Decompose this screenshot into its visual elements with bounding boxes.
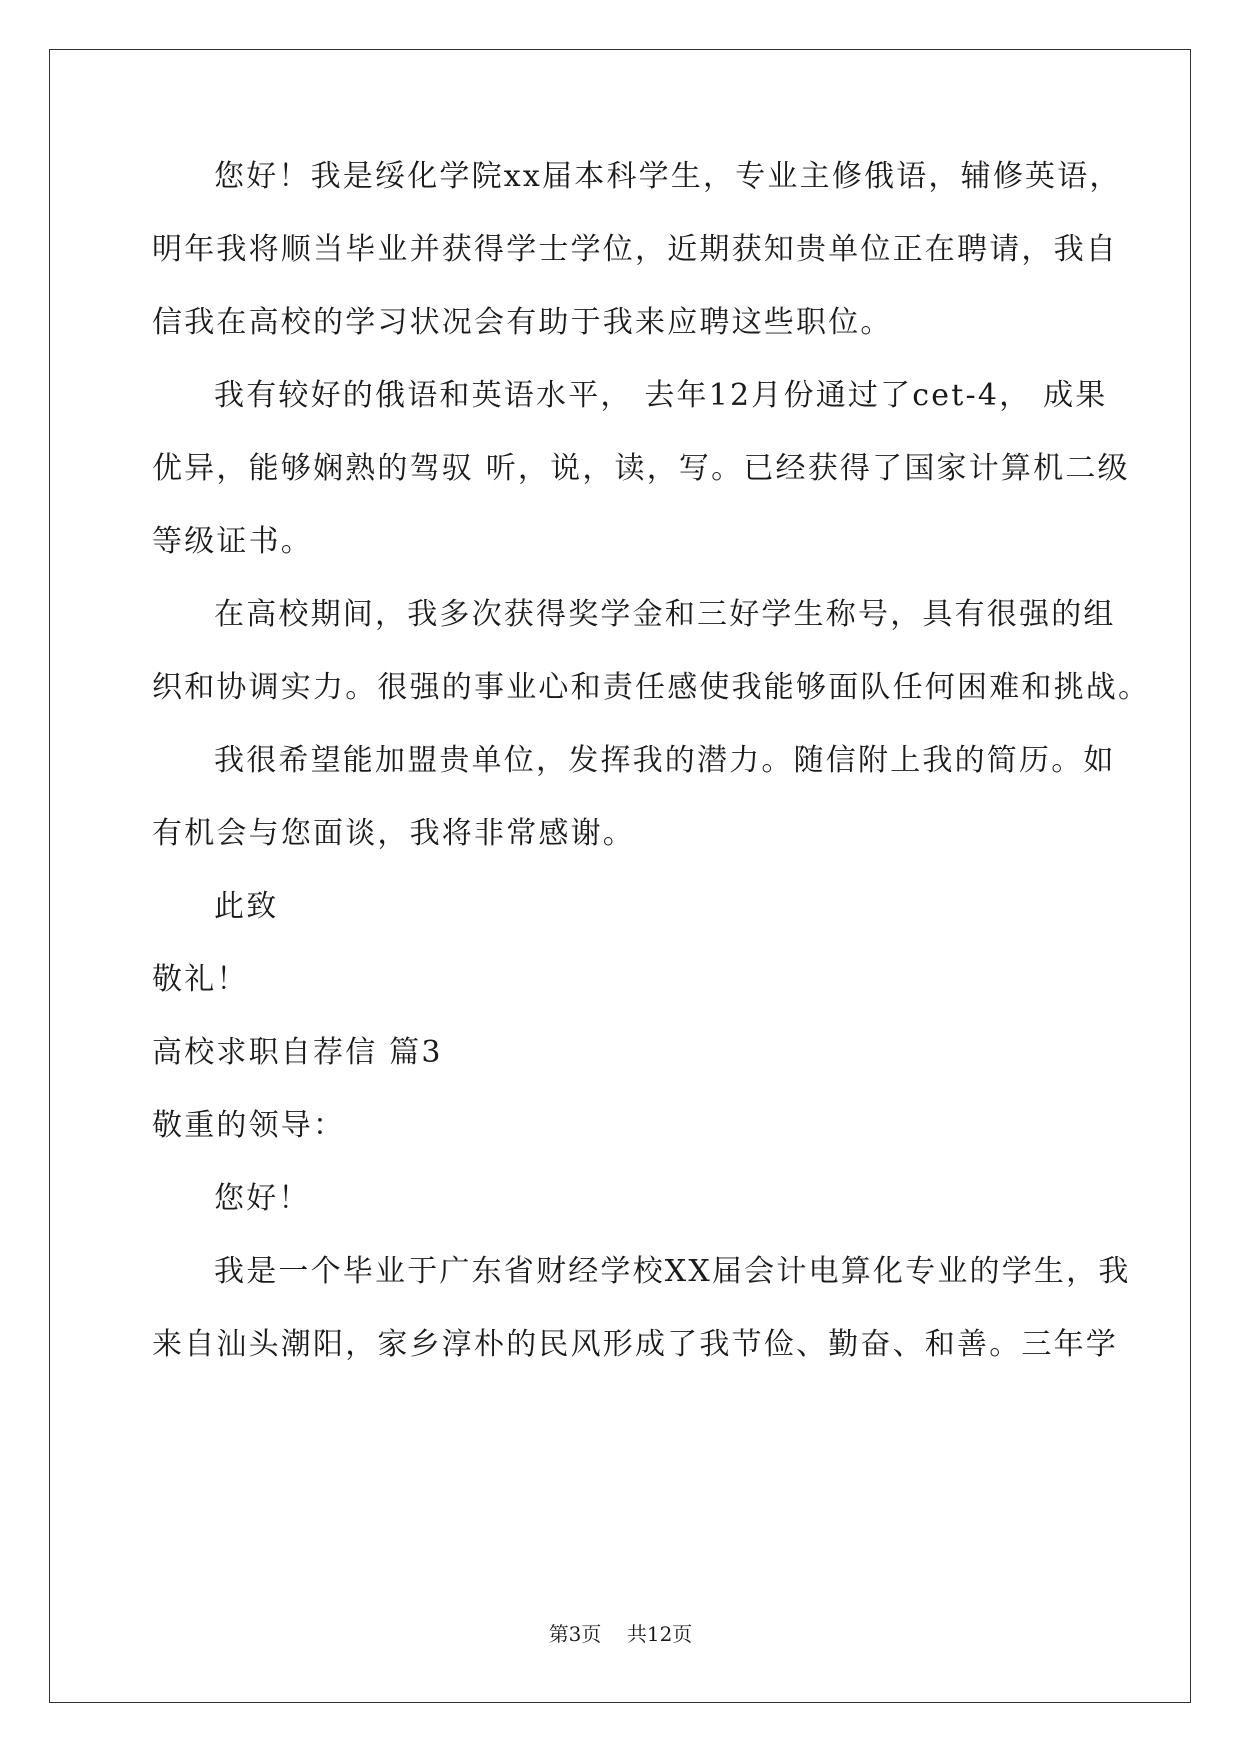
paragraph-line: 我有较好的俄语和英语水平， 去年12月份通过了cet-4， 成果 bbox=[214, 378, 1108, 413]
section-heading: 高校求职自荐信 篇3 bbox=[152, 1035, 443, 1070]
paragraph-line: 有机会与您面谈，我将非常感谢。 bbox=[152, 816, 635, 851]
paragraph-line: 我很希望能加盟贵单位，发挥我的潜力。随信附上我的简历。如 bbox=[214, 743, 1116, 778]
paragraph-line: 信我在高校的学习状况会有助于我来应聘这些职位。 bbox=[152, 305, 893, 340]
greeting-line: 您好！ bbox=[214, 1181, 311, 1216]
paragraph-line: 明年我将顺当毕业并获得学士学位，近期获知贵单位正在聘请，我自 bbox=[152, 232, 1118, 267]
paragraph-line: 在高校期间，我多次获得奖学金和三好学生称号，具有很强的组 bbox=[214, 597, 1116, 632]
paragraph-line: 来自汕头潮阳，家乡淳朴的民风形成了我节俭、勤奋、和善。三年学 bbox=[152, 1327, 1118, 1362]
greeting-line: 敬重的领导： bbox=[152, 1108, 346, 1143]
paragraph-line: 等级证书。 bbox=[152, 524, 313, 559]
page-number: 第3页 共12页 bbox=[548, 1622, 693, 1646]
paragraph-line: 您好！我是绥化学院xx届本科学生，专业主修俄语，辅修英语， bbox=[214, 159, 1122, 194]
closing-line: 此致 bbox=[214, 889, 279, 924]
paragraph-line: 织和协调实力。很强的事业心和责任感使我能够面队任何困难和挑战。 bbox=[152, 670, 1151, 705]
paragraph-line: 我是一个毕业于广东省财经学校XX届会计电算化专业的学生，我 bbox=[214, 1254, 1131, 1289]
salutation-line: 敬礼！ bbox=[152, 962, 249, 997]
page-border bbox=[49, 49, 1191, 1703]
paragraph-line: 优异，能够娴熟的驾驭 听，说，读，写。已经获得了国家计算机二级 bbox=[152, 451, 1130, 486]
